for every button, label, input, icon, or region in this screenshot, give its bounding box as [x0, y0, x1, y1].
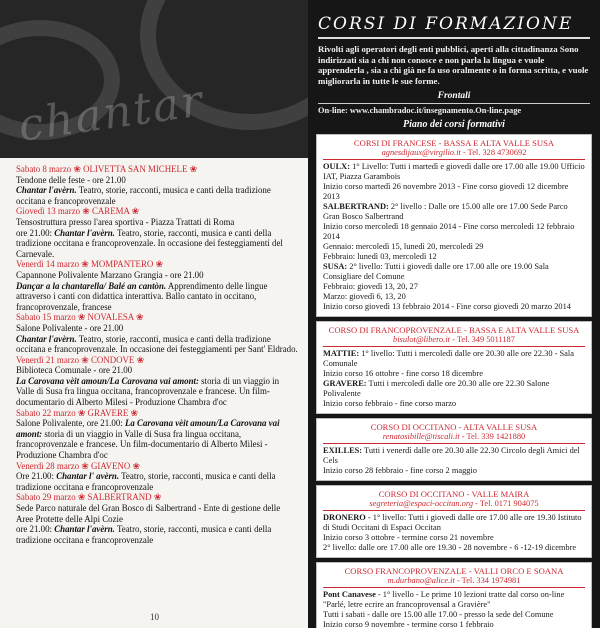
event-date: Venerdì 28 marzo ❀ GIAVENO ❀ [16, 460, 140, 471]
course-line: SALBERTRAND: 2° livello : Dalle ore 15.00 alle ore 17.00 Sede Parco Gran Bosco Salbertrand [323, 202, 568, 221]
course-line: Inizio corso giovedì 13 febbraio 2014 - Fine corso giovedì 20 marzo 2014 [323, 302, 571, 311]
course-location: DRONERO [323, 513, 366, 522]
event-date: Sabato 29 marzo ❀ SALBERTRAND ❀ [16, 492, 162, 503]
event-place: GIAVENO [90, 460, 131, 471]
event-venue: Tensostruttura presso l'area sportiva - Piazza Trattati di Roma [16, 216, 235, 227]
event-description: La Carovana vèit amoun/La Carovana vai amont: storia di un viaggio in Valle di Susa fra lingua occitana, francoprovenzale e francese. Un film-documentario di Alberto Milesi - Produzione Chambra d'oc [16, 375, 280, 408]
event-title: Chantar l'avèrn. [16, 185, 77, 196]
event-title: Chantar l' avèrn. [56, 471, 120, 482]
event-place: SALBERTRAND [87, 492, 152, 503]
course-line: Febbraio: lunedì 03, mercoledì 12 [323, 252, 437, 261]
event-item [16, 461, 298, 493]
event-title: La Carovana vèit amoun/La Carovana vai amont: [16, 418, 280, 439]
course-location: EXILLES: [323, 446, 363, 455]
event-date: Sabato 15 marzo ❀ NOVALESA ❀ [16, 312, 144, 323]
course-line: Pont Canavese - 1° livello - Le prime 10 lezioni tratte dal corso on-line [323, 590, 565, 599]
event-date: Venerdì 14 marzo ❀ MOMPANTERO ❀ [16, 259, 163, 270]
event-date: Sabato 8 marzo ❀ OLIVETTA SAN MICHELE ❀ [16, 164, 198, 174]
course-title: CORSI DI FRANCESE - BASSA E ALTA VALLE SUSA [353, 138, 555, 148]
course-location: MATTIE: [323, 349, 360, 358]
event-place: OLIVETTA SAN MICHELE [83, 164, 188, 174]
course-line: Gennaio: mercoledì 15, lunedì 20, mercoledì 29 [323, 242, 484, 251]
event-title: Chantar l'avèrn. [16, 333, 77, 344]
course-line: 2° livello: dalle ore 17.00 alle ore 19.30 - 28 novembre - 6 -12-19 dicembre [323, 543, 577, 552]
course-line: MATTIE: 1° livello: Tutti i mercoledì dalle ore 20.30 alle ore 22.30 - Sala Comunale [323, 349, 574, 368]
course-line: Inizio corso 9 novembre - termine corso 1 febbraio [323, 620, 494, 628]
course-line: Inizio corso 28 febbraio - fine corso 2 maggio [323, 466, 477, 475]
course-contact [323, 499, 585, 511]
course-line: OULX: 1° Livello: Tutti i martedì e giovedì dalle ore 17.00 alle 19.00 Ufficio IAT, Piazza Garambois [323, 162, 585, 181]
event-item [16, 206, 298, 259]
course-email[interactable]: m.durbano@alice.it [387, 576, 455, 585]
page-number: 10 [150, 612, 159, 622]
course-location: GRAVERE: [323, 379, 367, 388]
course-line: DRONERO - 1° livello: Tutti i giovedì dalle ore 17.00 alle ore 19.30 Istituto di Studi Occitani di Espaci Occitan [323, 513, 582, 532]
course-box [316, 134, 592, 317]
course-title: CORSO DI OCCITANO - VALLE MAIRA [378, 489, 530, 499]
event-title: Chantar l'avèrn. [54, 524, 115, 535]
course-contact [323, 432, 585, 444]
event-description: Dançar a la chantarella/ Balé an cantòn. Apprendimento delle lingue attraverso i canti con didattica interattiva. Ballo cantato in occitano, francoprovenzale, francese [16, 280, 268, 312]
event-item [16, 259, 298, 312]
course-phone: - Tel. 339 1421880 [461, 432, 526, 441]
course-line: SUSA: 2° livello: Tutti i giovedì dalle ore 17.00 alle ore 19.00 Sala Consigliare del Comune [323, 262, 549, 281]
event-description: ore 21.00: Chantar l'avèrn. Teatro, storie, racconti, musica e canti della tradizione occitana e francoprovenzale. In occasione dei festeggiamenti del Carnevale. [16, 227, 283, 259]
courses-column [308, 0, 600, 628]
event-place: CONDOVE [90, 354, 135, 365]
course-line: Inizio corso 16 ottobre - fine corso 18 dicembre [323, 369, 484, 378]
course-contact [323, 335, 585, 347]
courses-title: CORSI DI FORMAZIONE [318, 14, 590, 39]
course-contact [323, 148, 585, 160]
course-line: Tutti i sabati - dalle ore 15.00 alle 17.00 - presso la sede del Comune [323, 610, 554, 619]
frontali-heading: Frontali [318, 91, 590, 104]
course-title: CORSO DI FRANCOPROVENZALE - BASSA E ALTA VALLE SUSA [328, 325, 580, 335]
event-place: MOMPANTERO [90, 259, 154, 270]
course-list [308, 134, 600, 628]
event-description: Chantar l'avèrn. Teatro, storie, racconti, musica e canti della tradizione occitana e francoprovenzale. In occasione dei festeggiamenti per Sant' Eldrado. [16, 333, 298, 355]
event-item [16, 408, 298, 461]
course-line: Marzo: giovedì 6, 13, 20 [323, 292, 406, 301]
decorative-header [0, 0, 308, 160]
course-line: EXILLES: Tutti i venerdì dalle ore 20.30 alle 22.30 Circolo degli Amici del Cels [323, 446, 580, 465]
course-box [316, 321, 592, 414]
course-email[interactable]: bisulot@libero.it [393, 335, 450, 344]
event-item [16, 312, 298, 354]
courses-intro: Rivolti agli operatori degli enti pubblici, aperti alla cittadinanza Sono indirizzati sia a chi non conosce e non parla la lingua e vuole apprenderla , sia a chi già ne fa uso oralmente o in forma scritta, e vuole migliorarla in tutte le sue forme. [318, 44, 589, 86]
course-email[interactable]: agnesdijaux@virgilio.it [381, 148, 461, 157]
event-item [16, 492, 298, 545]
course-line: Inizio corso febbraio - fine corso marzo [323, 399, 457, 408]
event-item [16, 164, 298, 206]
chantar-watermark: chantar [15, 75, 208, 152]
event-title: La Carovana vèit amoun/La Carovana vai amont: [16, 375, 199, 386]
course-email[interactable]: segreteria@espaci-occitan.org [369, 499, 474, 508]
online-link[interactable]: On-line: www.chambradoc.it/insegnamento.On-line.page [318, 106, 522, 115]
event-venue: Salone Polivalente - ore 21.00 [16, 322, 124, 333]
course-contact [323, 576, 585, 588]
event-item [16, 355, 298, 408]
event-date: Giovedì 13 marzo ❀ CAREMA ❀ [16, 206, 140, 217]
event-description: Chantar l'avèrn. Teatro, storie, racconti, musica e canti della tradizione occitana e francoprovenzale [16, 185, 271, 206]
course-phone: - Tel. 334 1974981 [456, 576, 521, 585]
event-description: Salone Polivalente, ore 21.00: La Carovana vèit amoun/La Carovana vai amont: storia di un viaggio in Valle di Susa fra lingua occitana, francoprovenzale e francese. Un film-documentario di Alberto Milesi - Produzione Chambra d'oc [16, 418, 280, 461]
course-phone: - Tel. 0171 904075 [475, 499, 539, 508]
event-venue: Sede Parco naturale del Gran Bosco di Salbertrand - Ente di gestione delle Aree Protette delle Alpi Cozie [16, 503, 281, 524]
event-venue: Tendone delle feste - ore 21.00 [16, 174, 126, 185]
course-location: OULX: [323, 162, 350, 171]
event-place: NOVALESA [87, 312, 134, 323]
piano-heading: Piano dei corsi formativi [403, 119, 505, 130]
event-venue: Capannone Polivalente Marzano Grangia - ore 21.00 [16, 269, 204, 280]
course-box [316, 562, 592, 628]
event-description: Ore 21.00: Chantar l' avèrn. Teatro, storie, racconti, musica e canti della tradizione occitana e francoprovenzale [16, 471, 276, 492]
course-line: Inizio corso 3 ottobre - termine corso 21 novembre [323, 533, 494, 542]
event-title: Chantar l'avèrn. [54, 227, 115, 238]
course-box [316, 485, 592, 558]
course-line: Febbraio: giovedì 13, 20, 27 [323, 282, 418, 291]
event-title: Dançar a la chantarella/ Balé an cantòn. [16, 280, 167, 291]
event-date: Venerdì 21 marzo ❀ CONDOVE ❀ [16, 354, 145, 365]
course-box [316, 418, 592, 481]
course-line: Inizio corso mercoledì 18 gennaio 2014 - Fine corso mercoledì 12 febbraio 2014 [323, 222, 575, 241]
event-venue: Biblioteca Comunale - ore 21.00 [16, 365, 133, 376]
course-location: Pont Canavese [323, 590, 376, 599]
course-phone: - Tel. 349 5011187 [452, 335, 515, 344]
event-description: ore 21.00: Chantar l'avèrn. Teatro, storie, racconti, musica e canti della tradizione occitana e francoprovenzale [16, 524, 272, 545]
course-location: SALBERTRAND: [323, 202, 389, 211]
course-phone: - Tel. 328 4730692 [462, 148, 527, 157]
courses-header [308, 0, 600, 130]
course-line: "Parlé, letre ecrire an francoprovensal a Gravière" [323, 600, 491, 609]
course-title: CORSO FRANCOPROVENZALE - VALLI ORCO E SOANA [344, 566, 564, 576]
event-place: CAREMA [91, 206, 130, 217]
course-line: Inizio corso martedì 26 novembre 2013 - Fine corso giovedì 12 dicembre 2013 [323, 182, 569, 201]
event-date: Sabato 22 marzo ❀ GRAVERE ❀ [16, 407, 138, 418]
course-location: SUSA: [323, 262, 348, 271]
course-title: CORSO DI OCCITANO - ALTA VALLE SUSA [370, 422, 538, 432]
course-email[interactable]: renatosibille@tiscali.it [382, 432, 460, 441]
course-line: GRAVERE: Tutti i mercoledì dalle ore 20.30 alle ore 22.30 Salone Polivalente [323, 379, 550, 398]
events-column [0, 158, 308, 628]
event-place: GRAVERE [87, 407, 129, 418]
